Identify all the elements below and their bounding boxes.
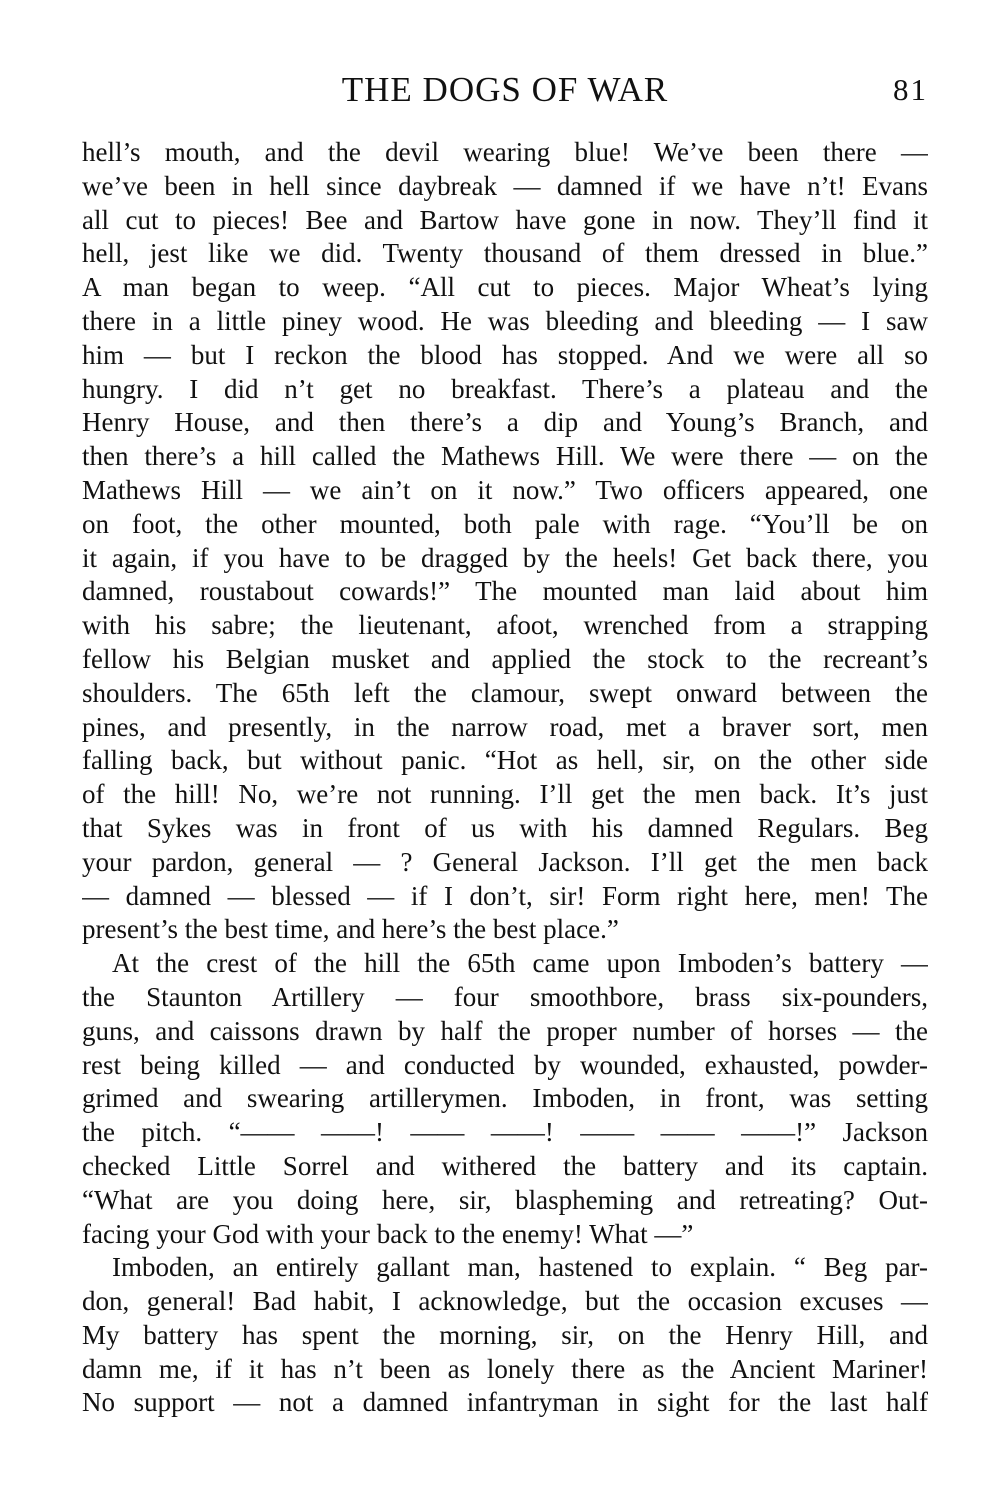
text-line: My battery has spent the morning, sir, on the Henry Hill, and — [82, 1319, 928, 1350]
page-number: 81 — [893, 72, 928, 107]
text-line: Imboden, an entirely gallant man, hastened to explain. “ Beg par- — [112, 1252, 928, 1283]
text-line: Mathews Hill — we ain’t on it now.” Two officers appeared, one — [82, 474, 928, 505]
text-line: No support — not a damned infantryman in sight for the last half — [82, 1387, 928, 1418]
text-line: present’s the best time, and here’s the best place.” — [82, 914, 619, 945]
page-header — [82, 68, 928, 112]
text-line: it again, if you have to be dragged by the heels! Get back there, you — [82, 542, 928, 573]
text-line: A man began to weep. “All cut to pieces. Major Wheat’s lying — [82, 272, 928, 303]
text-line: pines, and presently, in the narrow road, met a braver sort, men — [82, 711, 928, 742]
running-title: THE DOGS OF WAR — [341, 70, 669, 109]
text-line: the pitch. “—— ——! —— ——! —— —— ——!” Jackson — [82, 1117, 928, 1148]
text-line: “What are you doing here, sir, blaspheming and retreating? Out- — [82, 1184, 928, 1215]
paragraph — [82, 1251, 928, 1420]
text-line: all cut to pieces! Bee and Bartow have gone in now. They’ll find it — [82, 204, 928, 235]
text-line: — damned — blessed — if I don’t, sir! Form right here, men! The — [82, 880, 928, 911]
text-line: that Sykes was in front of us with his damned Regulars. Beg — [82, 812, 928, 843]
text-line: him — but I reckon the blood has stopped. And we were all so — [82, 339, 928, 370]
text-line: we’ve been in hell since daybreak — damned if we have n’t! Evans — [82, 170, 928, 201]
text-line: with his sabre; the lieutenant, afoot, wrenched from a strapping — [82, 610, 928, 641]
text-line: hungry. I did n’t get no breakfast. There’s a plateau and the — [82, 373, 928, 404]
text-line: checked Little Sorrel and withered the battery and its captain. — [82, 1150, 928, 1181]
text-line: of the hill! No, we’re not running. I’ll get the men back. It’s just — [82, 779, 928, 810]
paragraph — [82, 947, 928, 1251]
text-line: shoulders. The 65th left the clamour, swept onward between the — [82, 677, 928, 708]
body-text — [82, 136, 928, 1420]
text-line: facing your God with your back to the enemy! What —” — [82, 1218, 694, 1249]
text-line: damned, roustabout cowards!” The mounted man laid about him — [82, 576, 928, 607]
text-line: grimed and swearing artillerymen. Imboden, in front, was setting — [82, 1083, 928, 1114]
text-line: fellow his Belgian musket and applied the stock to the recreant’s — [82, 643, 928, 674]
paragraph — [82, 136, 928, 947]
text-line: the Staunton Artillery — four smoothbore, brass six-pounders, — [82, 981, 928, 1012]
text-line: rest being killed — and conducted by wounded, exhausted, powder- — [82, 1049, 928, 1080]
text-line: there in a little piney wood. He was bleeding and bleeding — I saw — [82, 305, 928, 336]
text-line: falling back, but without panic. “Hot as hell, sir, on the other side — [82, 745, 928, 776]
text-line: hell’s mouth, and the devil wearing blue! We’ve been there — — [82, 137, 928, 167]
text-line: hell, jest like we did. Twenty thousand of them dressed in blue.” — [82, 238, 928, 269]
text-line: At the crest of the hill the 65th came upon Imboden’s battery — — [112, 948, 928, 979]
text-line: then there’s a hill called the Mathews Hill. We were there — on the — [82, 441, 928, 472]
text-line: guns, and caissons drawn by half the proper number of horses — the — [82, 1015, 928, 1046]
text-line: Henry House, and then there’s a dip and Young’s Branch, and — [82, 407, 928, 438]
text-line: on foot, the other mounted, both pale with rage. “You’ll be on — [82, 508, 928, 539]
text-line: your pardon, general — ? General Jackson. I’ll get the men back — [82, 846, 928, 877]
text-line: don, general! Bad habit, I acknowledge, but the occasion excuses — — [82, 1286, 928, 1317]
text-line: damn me, if it has n’t been as lonely there as the Ancient Mariner! — [82, 1353, 928, 1384]
